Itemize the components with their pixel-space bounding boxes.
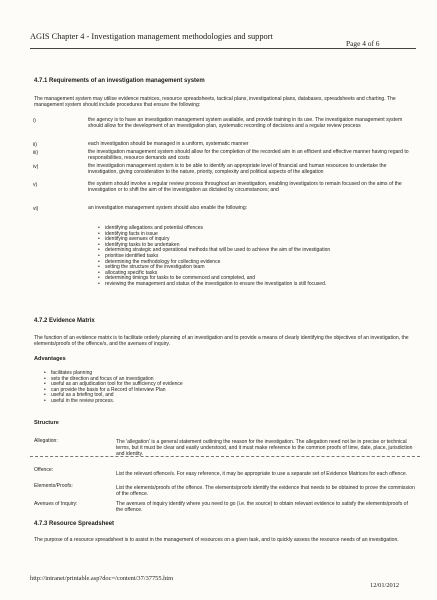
- requirement-number: iv): [33, 164, 39, 170]
- structure-text: List the relevant offence/s. For easy reference, it may be appropriate to use a separate set of Evidence Matrices for each offence.: [116, 471, 408, 477]
- list-item: • determining strategic and operational methods that will be used to achieve the aim of the investigation: [98, 248, 416, 254]
- list-item: • determining timings for tasks to be commenced and completed, and: [98, 276, 416, 282]
- footer-url-link[interactable]: http://intranet/printable.asp?doc=/content/37/37755.htm: [30, 575, 174, 582]
- requirement-item: [33, 150, 413, 164]
- list-item: • identifying tasks to be undertaken: [98, 243, 416, 249]
- structure-label: Elements/Proofs:: [34, 483, 73, 489]
- requirement-number: iii): [33, 150, 39, 156]
- list-item: • identifying facts in issue: [98, 232, 416, 238]
- page-header-title: AGIS Chapter 4 - Investigation management methodologies and support: [30, 32, 273, 41]
- list-item: • identifying avenues of inquiry: [98, 237, 416, 243]
- list-item: • facilitates planning: [44, 371, 404, 377]
- list-item: • allocating specific tasks: [98, 271, 416, 277]
- list-item: • setting the structure of the investigation team: [98, 265, 416, 271]
- list-item: • identifying allegations and potential offences: [98, 226, 416, 232]
- requirement-text: an investigation management system should also enable the following:: [88, 205, 248, 211]
- requirement-item: [33, 182, 413, 200]
- structure-text: List the elements/proofs of the offence. The elements/proofs identify the evidence that needs to be obtained to prove the commission of the offence.: [116, 485, 415, 497]
- requirement-number: v): [33, 182, 38, 188]
- requirement-item: [33, 206, 413, 214]
- management-bullets: [98, 226, 416, 288]
- requirement-text: the investigation management system should allow for the completion of the recorded aim in an efficient and effective manner having regard to responsibilities, resource demands and costs: [88, 149, 409, 161]
- structure-text: The avenues of inquiry identify where you need to go (i.e. the source) to obtain relevant evidence to satisfy the elements/proofs of the offence.: [116, 501, 408, 513]
- section-471-intro: The management system may utilise evidence matrices, resource spreadsheets, tactical plans, investigational plans, databases, spreadsheets and charting. The management system should include procedures that ensure the following:: [34, 96, 396, 108]
- list-item: • sets the direction and focus of an investigation: [44, 377, 404, 383]
- section-heading-473: 4.7.3 Resource Spreadsheet: [34, 521, 115, 527]
- section-heading-472: 4.7.2 Evidence Matrix: [34, 318, 95, 324]
- list-item: • useful as a briefing tool, and: [44, 393, 404, 399]
- structure-text: The 'allegation' is a general statement outlining the reason for the investigation. The allegation need not be in precise or technical terms, but it must be clear and easily understood, and it must make reference to the common proofs of time, date, place, jurisdiction and identity.: [116, 439, 413, 457]
- requirement-text: the investigation management system is to be able to identify an appropriate level of financial and human resources to undertake the investigation, giving consideration to the nature, priority, complexity and political aspects of the allegation: [88, 163, 387, 175]
- section-472-intro: The function of an evidence matrix is to facilitate orderly planning of an investigation and to provide a means of clearly identifying the objectives of an investigation, the elements/proofs of the offence/s, and the avenues of inquiry.: [34, 335, 409, 347]
- header-rule: [30, 48, 416, 49]
- structure-label: Allegation:: [34, 438, 58, 444]
- page-number: Page 4 of 6: [346, 39, 380, 48]
- requirement-text: the system should involve a regular review process throughout an investigation, enabling investigators to remain focused on the aims of the investigation or to shift the aim of the investigation as dictated by circumstances; and: [88, 181, 402, 193]
- section-473-intro: The purpose of a resource spreadsheet is to assist in the management of resources on a given task, and to quickly assess the resource needs of an investigation.: [34, 537, 399, 543]
- advantages-list: [44, 371, 404, 405]
- requirement-text: the agency is to have an investigation management system available, and provide training in its use. The investigation management system should allow for the development of an investigation plan, systematic recording of decisions and a regular review process: [88, 117, 403, 129]
- requirement-number: i): [33, 118, 36, 124]
- structure-label: Offence:: [34, 467, 54, 473]
- requirement-item: [33, 164, 413, 182]
- requirement-text: each investigation should be managed in a uniform, systematic manner: [88, 141, 249, 147]
- advantages-heading: Advantages: [34, 356, 66, 362]
- requirement-item: [33, 118, 413, 142]
- structure-heading: Structure: [34, 420, 59, 426]
- section-heading-471: 4.7.1 Requirements of an investigation management system: [34, 78, 205, 84]
- list-item: • reviewing the management and status of the investigation to ensure the investigation is still focused.: [98, 282, 416, 288]
- requirement-number: vi): [33, 206, 39, 212]
- footer-date: 12/01/2012: [370, 582, 400, 589]
- structure-divider: [30, 456, 420, 457]
- list-item: • determining the methodology for collecting evidence: [98, 260, 416, 266]
- list-item: • useful in the review process.: [44, 399, 404, 405]
- list-item: • useful as an adjudication tool for the sufficiency of evidence: [44, 382, 404, 388]
- structure-label: Avenues of Inquiry:: [34, 501, 78, 507]
- list-item: • can provide the basis for a Record of Interview Plan: [44, 388, 404, 394]
- list-item: • prioritise identified tasks: [98, 254, 416, 260]
- requirement-number: ii): [33, 142, 37, 148]
